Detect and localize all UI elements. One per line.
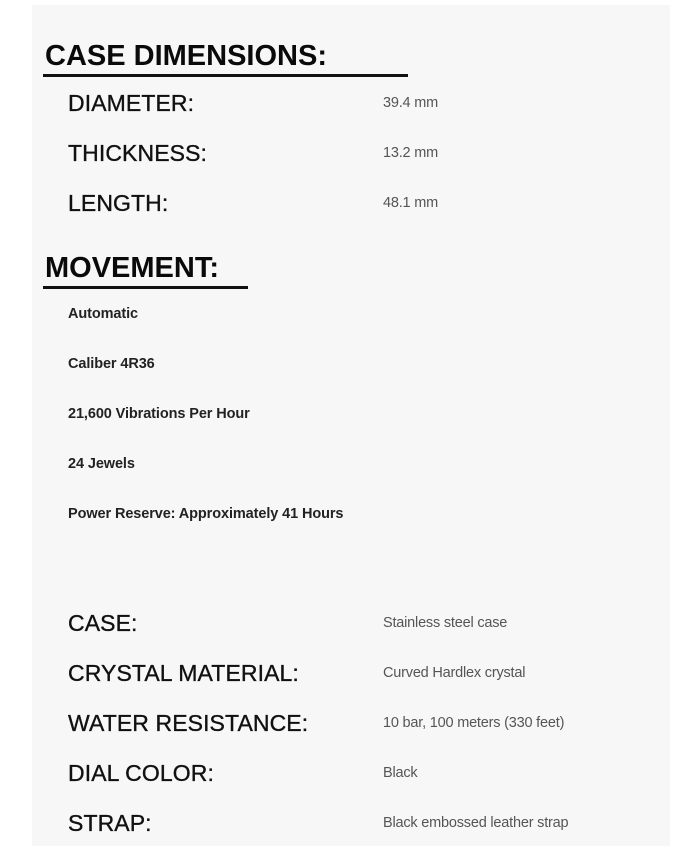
- spec-value: Black: [383, 765, 418, 781]
- spec-label: CASE:: [68, 610, 138, 636]
- movement-item: Power Reserve: Approximately 41 Hours: [68, 506, 344, 522]
- movement-item: Automatic: [68, 306, 138, 322]
- spec-value: 13.2 mm: [383, 145, 439, 161]
- spec-value: Stainless steel case: [383, 615, 508, 631]
- movement-item: 24 Jewels: [68, 456, 135, 472]
- spec-label: DIAMETER:: [68, 90, 195, 116]
- spec-value: Curved Hardlex crystal: [383, 665, 526, 681]
- spec-label: CRYSTAL MATERIAL:: [68, 660, 299, 686]
- spec-value: 39.4 mm: [383, 95, 439, 111]
- spec-label: STRAP:: [68, 810, 152, 836]
- case-dimensions-heading: CASE DIMENSIONS:: [45, 40, 327, 72]
- movement-item: Caliber 4R36: [68, 356, 155, 372]
- case-dimensions-underline: [43, 74, 408, 77]
- spec-label: LENGTH:: [68, 190, 169, 216]
- spec-value: 10 bar, 100 meters (330 feet): [383, 715, 565, 731]
- spec-label: WATER RESISTANCE:: [68, 710, 309, 736]
- spec-label: THICKNESS:: [68, 140, 208, 166]
- spec-label: DIAL COLOR:: [68, 760, 214, 786]
- spec-value: 48.1 mm: [383, 195, 439, 211]
- spec-value: Black embossed leather strap: [383, 815, 569, 831]
- movement-heading: MOVEMENT:: [45, 252, 219, 284]
- movement-underline: [43, 286, 248, 289]
- movement-item: 21,600 Vibrations Per Hour: [68, 406, 250, 422]
